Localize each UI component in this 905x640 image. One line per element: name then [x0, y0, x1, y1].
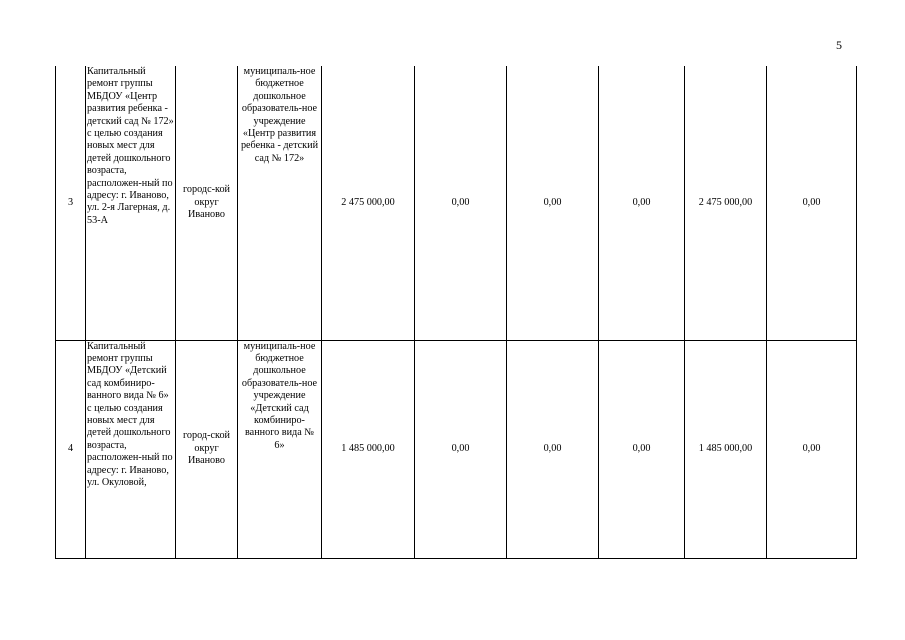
organization: муниципаль-ное бюджетное дошкольное образователь-ное учреждение «Детский сад комбиниро-ванного вида № 6»: [238, 340, 322, 558]
project-name: Капитальный ремонт группы МБДОУ «Центр развития ребенка - детский сад № 172» с целью создания новых мест для детей дошкольного возраста, расположен-ный по адресу: г. Иваново, ул. 2-я Лагерная, д. 53-А: [86, 66, 176, 340]
amount-col3: 0,00: [507, 340, 599, 558]
budget-table: [55, 66, 857, 559]
table-row: [56, 66, 857, 340]
row-number: 4: [56, 340, 86, 558]
amount-col5: 2 475 000,00: [685, 66, 767, 340]
row-number: 3: [56, 66, 86, 340]
amount-col2: 0,00: [415, 340, 507, 558]
amount-col6: 0,00: [767, 340, 857, 558]
amount-col4: 0,00: [599, 66, 685, 340]
project-name: Капитальный ремонт группы МБДОУ «Детский сад комбиниро-ванного вида № 6» с целью создания новых мест для детей дошкольного возраста, расположен-ный по адресу: г. Иваново, ул. Окуловой,: [86, 340, 176, 558]
amount-col4: 0,00: [599, 340, 685, 558]
table-row: [56, 340, 857, 558]
amount-col2: 0,00: [415, 66, 507, 340]
amount-total: 1 485 000,00: [322, 340, 415, 558]
page-number: 5: [836, 38, 842, 52]
amount-total: 2 475 000,00: [322, 66, 415, 340]
organization: муниципаль-ное бюджетное дошкольное образователь-ное учреждение «Центр развития ребенка - детский сад № 172»: [238, 66, 322, 340]
amount-col6: 0,00: [767, 66, 857, 340]
territory: городс-кой округ Иваново: [176, 66, 238, 340]
amount-col5: 1 485 000,00: [685, 340, 767, 558]
territory: город-ской округ Иваново: [176, 340, 238, 558]
amount-col3: 0,00: [507, 66, 599, 340]
